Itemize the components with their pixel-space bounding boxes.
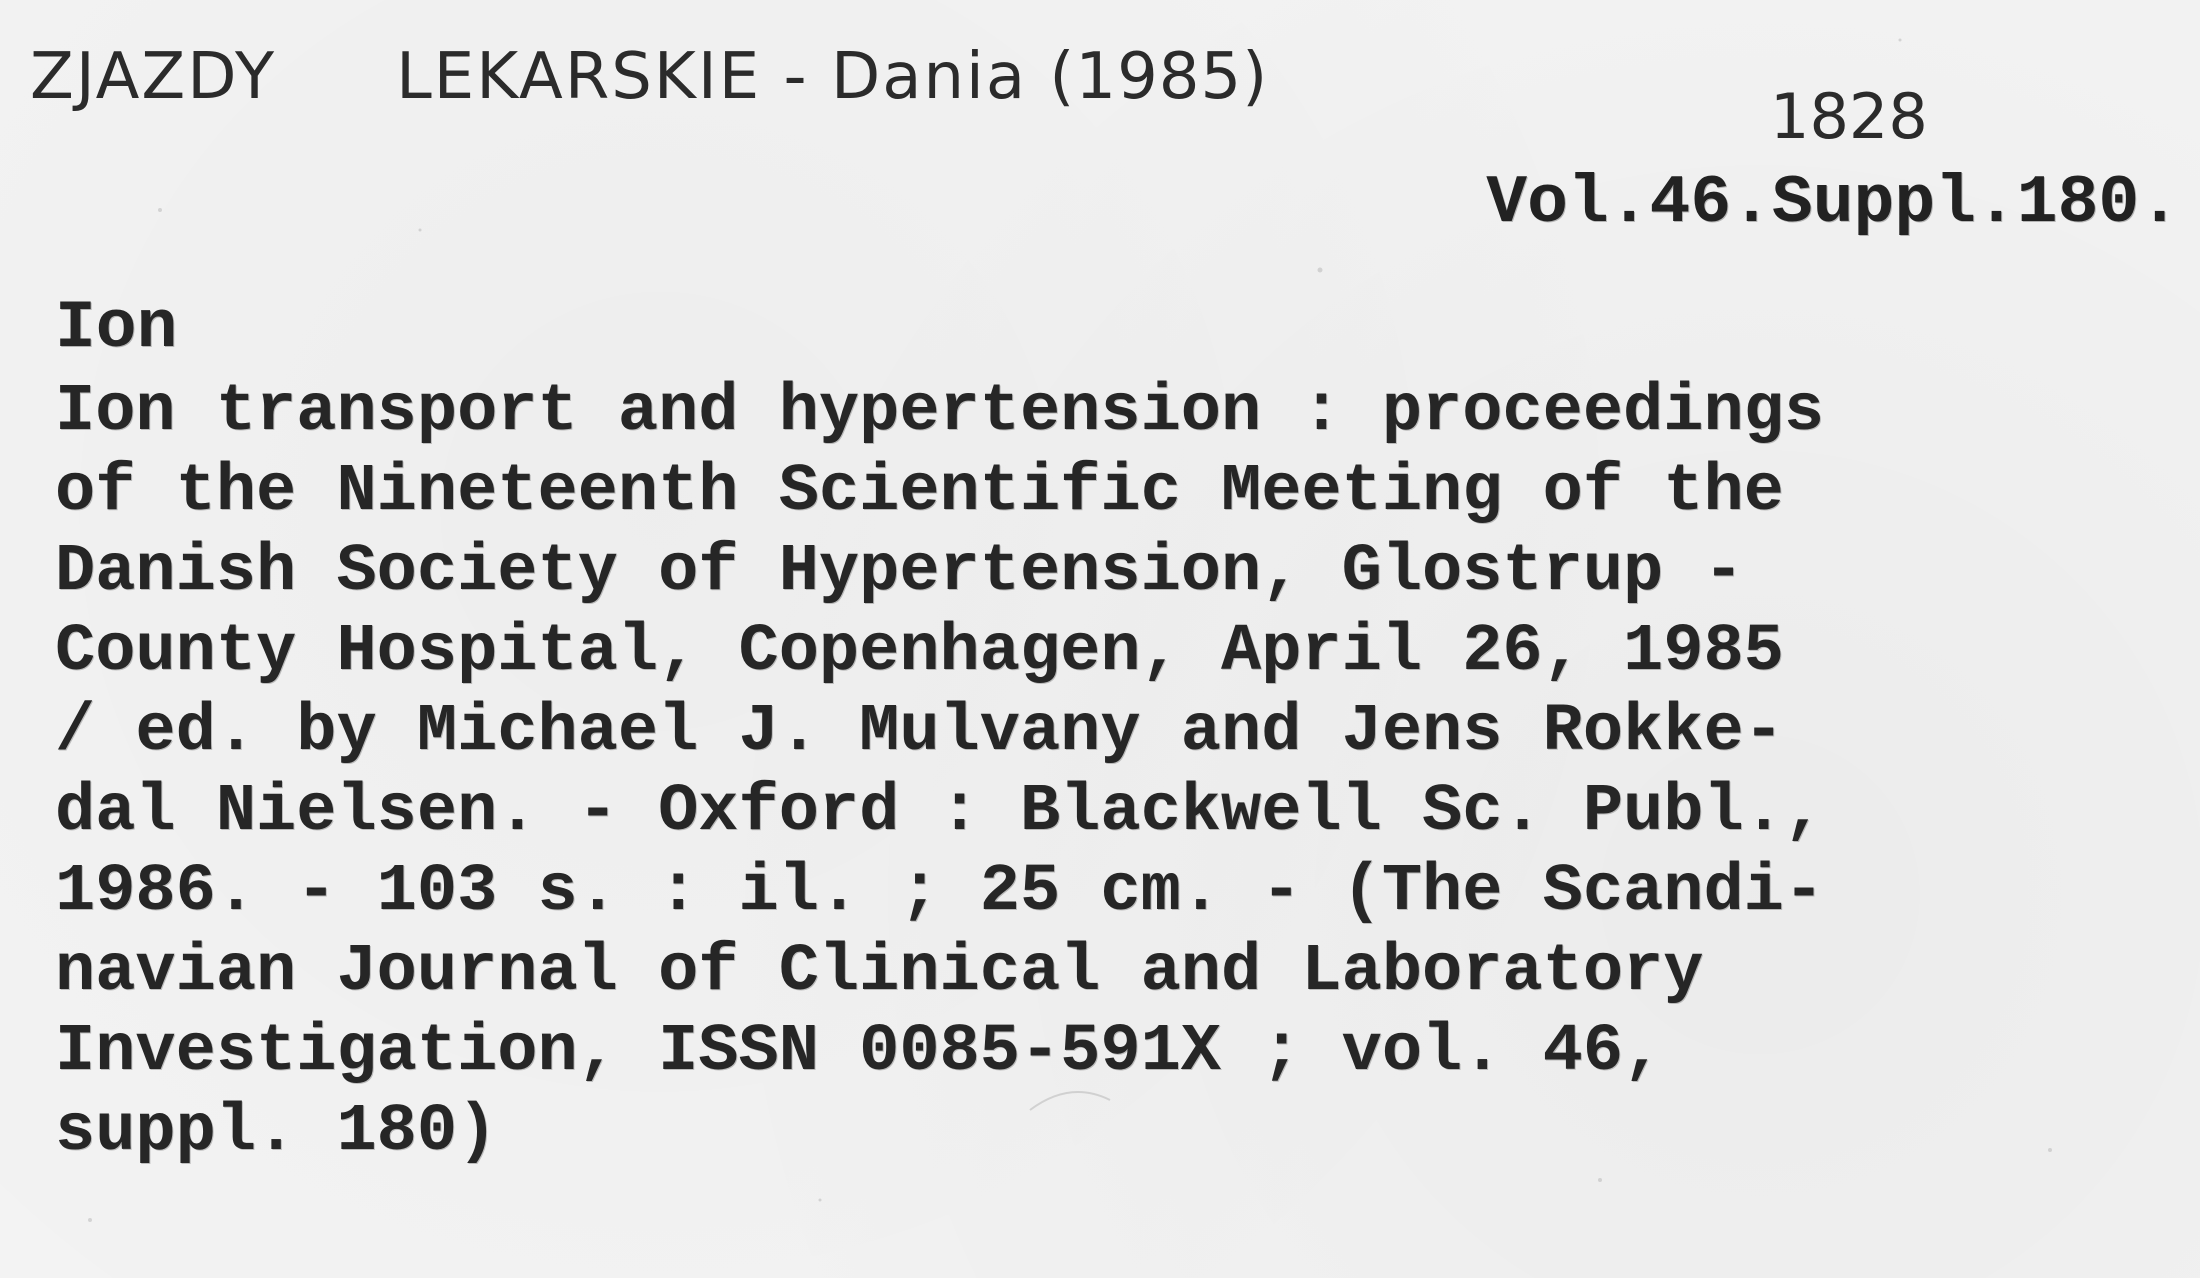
description-line: Investigation, ISSN 0085-591X ; vol. 46,	[55, 1014, 1664, 1090]
description-line: / ed. by Michael J. Mulvany and Jens Rokke-	[55, 694, 1784, 770]
volume-designation: Vol.46.Suppl.180.	[1486, 165, 2180, 242]
heading-subject: ZJAZDY	[30, 40, 277, 114]
main-entry: Ion	[55, 290, 178, 367]
description-line: Danish Society of Hypertension, Glostrup -	[55, 534, 1744, 610]
description-line: County Hospital, Copenhagen, April 26, 1985	[55, 614, 1784, 690]
description-line: navian Journal of Clinical and Laboratory	[55, 934, 1704, 1010]
bibliographic-description	[55, 372, 1824, 1172]
description-line: suppl. 180)	[55, 1094, 498, 1170]
subject-heading	[30, 40, 1268, 114]
description-line: dal Nielsen. - Oxford : Blackwell Sc. Publ.,	[55, 774, 1825, 850]
description-line: Ion transport and hypertension : proceedings	[55, 374, 1825, 450]
heading-year: (1985)	[1049, 40, 1269, 114]
description-line: of the Nineteenth Scientific Meeting of the	[55, 454, 1784, 530]
heading-topic: LEKARSKIE - Dania	[396, 40, 1028, 114]
description-line: 1986. - 103 s. : il. ; 25 cm. - (The Scandi-	[55, 854, 1825, 930]
shelf-mark: 1828	[1770, 80, 1928, 153]
